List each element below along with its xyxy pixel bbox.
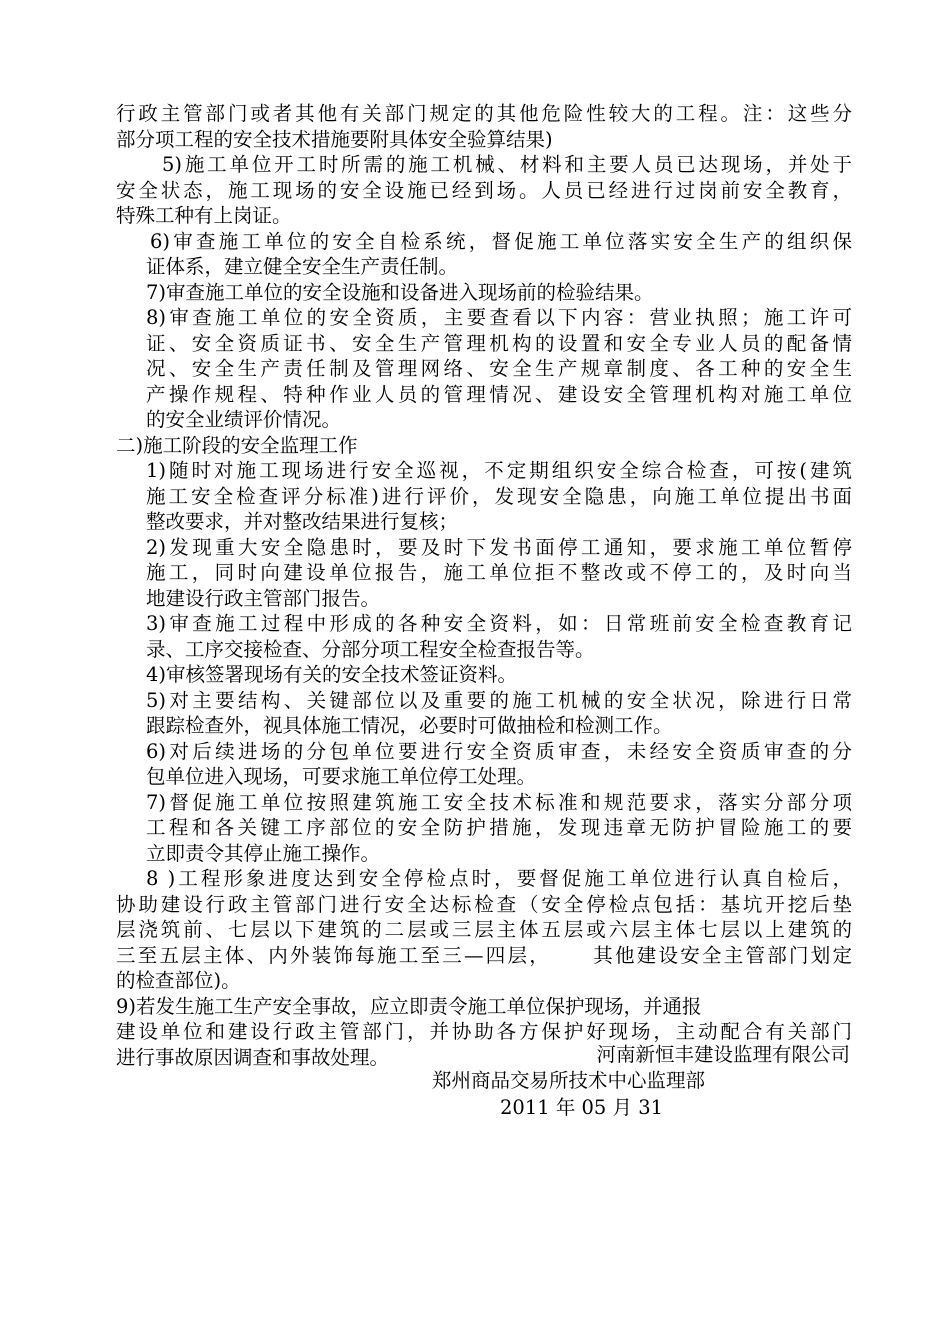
text-line: 7)审查施工单位的安全设施和设备进入现场前的检验结果。 <box>146 280 654 304</box>
text-line: 工程和各关键工序部位的安全防护措施，发现违章无防护冒险施工的要 <box>146 816 852 839</box>
text-line: 5)施工单位开工时所需的施工机械、材料和主要人员已达现场，并处于 <box>162 153 852 176</box>
text-line: 施工，同时向建设单位报告，施工单位拒不整改或不停工的，及时向当 <box>146 561 852 584</box>
text-line: 的检查部位)。 <box>116 969 241 992</box>
text-line: 录、工序交接检查、分部分项工程安全检查报告等。 <box>146 637 595 661</box>
text-line: 证、安全资质证书、安全生产管理机构的设置和安全专业人员的配备情 <box>146 331 852 355</box>
text-line: 2)发现重大安全隐患时，要及时下发书面停工通知，要求施工单位暂停 <box>146 535 852 559</box>
text-line: 6)对后续进场的分包单位要进行安全资质审查，未经安全资质审查的分 <box>146 739 852 763</box>
text-line: 建设单位和建设行政主管部门，并协助各方保护好现场，主动配合有关部门 <box>116 1020 852 1043</box>
text-line: 地建设行政主管部门报告。 <box>146 586 381 610</box>
text-line: 9)若发生施工生产安全事故，应立即责令施工单位保护现场，并通报 <box>116 994 702 1018</box>
text-line: 1)随时对施工现场进行安全巡视，不定期组织安全综合检查，可按(建筑 <box>146 459 852 482</box>
text-line: 部分项工程的安全技术措施要附具体安全验算结果) <box>116 127 553 151</box>
text-line: 证体系，建立健全安全生产责任制。 <box>146 255 459 278</box>
text-line: 跟踪检查外，视具体施工情况，必要时可做抽检和检测工作。 <box>146 714 673 737</box>
text-line: 包单位进入现场，可要求施工单位停工处理。 <box>146 765 537 788</box>
text-line: 整改要求，并对整改结果进行复核； <box>146 510 459 533</box>
text-line: 施工安全检查评分标准)进行评价，发现安全隐患，向施工单位提出书面 <box>146 484 852 508</box>
text-line: 7)督促施工单位按照建筑施工安全技术标准和规范要求，落实分部分项 <box>146 790 852 814</box>
text-line: 3)审查施工过程中形成的各种安全资料，如：日常班前安全检查教育记 <box>146 612 852 635</box>
text-line: 况、安全生产责任制及管理网络、安全生产规章制度、各工种的安全生 <box>146 357 852 380</box>
document-date: 2011 年 05 月 31 <box>500 1096 664 1119</box>
document-body <box>116 101 852 1070</box>
text-line: 立即责令其停止施工操作。 <box>146 841 381 865</box>
text-line: 5)对主要结构、关键部位以及重要的施工机械的安全状况，除进行日常 <box>146 688 852 712</box>
text-line: 的安全业绩评价情况。 <box>146 408 342 431</box>
text-line: 三至五层主体、内外装饰每施工至三—四层， 其他建设安全主管部门划定 <box>116 943 852 967</box>
text-line: 8)审查施工单位的安全资质，主要查看以下内容：营业执照；施工许可 <box>146 306 852 329</box>
text-line: 8 )工程形象进度达到安全停检点时，要督促施工单位进行认真自检后， <box>146 867 852 890</box>
section-heading: 二)施工阶段的安全监理工作 <box>116 433 358 457</box>
text-line: 特殊工种有上岗证。 <box>116 204 292 227</box>
text-line: 层浇筑前、七层以下建筑的二层或三层主体五层或六层主体七层以上建筑的 <box>116 918 852 941</box>
text-line: 协助建设行政主管部门进行安全达标检查（安全停检点包括：基坑开挖后垫 <box>116 892 852 916</box>
text-line: 产操作规程、特种作业人员的管理情况、建设安全管理机构对施工单位 <box>146 382 852 406</box>
department-name: 郑州商品交易所技术中心监理部 <box>432 1069 706 1092</box>
text-line: 4)审核签署现场有关的安全技术签证资料。 <box>146 663 518 686</box>
company-name: 河南新恒丰建设监理有限公司 <box>596 1043 850 1066</box>
text-line: 进行事故原因调查和事故处理。 <box>116 1045 390 1069</box>
text-line: 6)审查施工单位的安全自检系统，督促施工单位落实安全生产的组织保 <box>150 229 852 253</box>
text-line: 行政主管部门或者其他有关部门规定的其他危险性较大的工程。注：这些分 <box>116 102 852 125</box>
text-line: 安全状态，施工现场的安全设施已经到场。人员已经进行过岗前安全教育， <box>116 178 852 202</box>
